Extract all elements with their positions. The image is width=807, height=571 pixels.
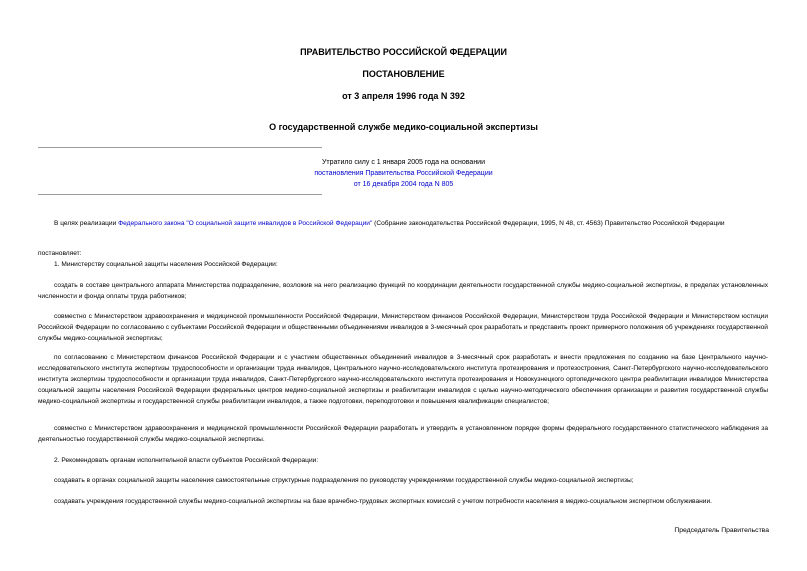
decree-word: постановляет: <box>38 250 82 257</box>
preamble-paragraph <box>38 218 768 229</box>
document-title: О государственной службе медико-социальной экспертизы <box>269 122 538 132</box>
status-note <box>300 157 507 190</box>
document-date-number: от 3 апреля 1996 года N 392 <box>342 91 465 101</box>
government-heading: ПРАВИТЕЛЬСТВО РОССИЙСКОЙ ФЕДЕРАЦИИ <box>300 47 507 57</box>
signature-title: Председатель Правительства <box>674 527 769 534</box>
item-1-clause-3: по согласованию с Министерством финансов Российской Федерации и с участием общественных объединений инвалидов в 3-месячный срок разработать и внести предложения по созданию на базе Центрального научно-исследовательского института экспертизы трудоспособности и организации труда инвалидов, Центрального научно-исследовательского института протезирования и протезостроения, Санкт-Петербургского научно-исследовательского института экспертизы трудоспособности и организации труда инвалидов, Санкт-Петербургского научно-исследовательского института протезирования и Новокузнецкого ортопедического центра реабилитации инвалидов Министерства социальной защиты населения Российской Федерации федеральных центров медико-социальной экспертизы и реабилитации инвалидов с целью научно-методического обеспечения организации и развития государственной службы медико-социальной экспертизы и государственной службы реабилитации инвалидов, а также подготовки, переподготовки и повышения квалификации специалистов; <box>38 354 768 405</box>
preamble-text-before: В целях реализации <box>54 220 119 227</box>
repeal-decree-date-link[interactable]: от 16 декабря 2004 года N 805 <box>353 181 454 188</box>
item-1-clause-1: создать в составе центрального аппарата Министерства подразделение, возложив на него реализацию функций по координации деятельности государственной службы медико-социальной экспертизы, в пределах установленных численности и фонда оплаты труда работников; <box>38 282 768 300</box>
repeal-decree-link[interactable]: постановления Правительства Российской Федерации <box>314 170 493 177</box>
item-1-heading: 1. Министерству социальной защиты населения Российской Федерации: <box>54 261 278 268</box>
item-1-clause-2: совместно с Министерством здравоохранения и медицинской промышленности Российской Федерации, Министерством финансов Российской Федерации, Министерством труда Российской Федерации и Министерством юстиции Российской Федерации по согласованию с субъектами Российской Федерации и общественными объединениями инвалидов в 3-месячный срок разработать и представить проект примерного положения об учреждениях государственной службы медико-социальной экспертизы; <box>38 313 768 342</box>
preamble-text-after: (Собрание законодательства Российской Федерации, 1995, N 48, ст. 4563) Правительство Российской Федерации <box>372 220 725 227</box>
item-1-clause-4: совместно с Министерством здравоохранения и медицинской промышленности Российской Федерации разработать и утвердить в установленном порядке формы федерального государственного статистического наблюдения за деятельностью государственной службы медико-социальной экспертизы. <box>38 425 768 443</box>
item-2-clause-1: создавать в органах социальной защиты населения самостоятельные структурные подразделения по руководству учреждениями государственной службы медико-социальной экспертизы; <box>54 477 634 484</box>
bottom-divider <box>38 194 322 195</box>
item-2-heading: 2. Рекомендовать органам исполнительной власти субъектов Российской Федерации: <box>54 457 319 464</box>
status-note-text: Утратило силу с 1 января 2005 года на основании <box>321 159 486 166</box>
document-type: ПОСТАНОВЛЕНИЕ <box>362 69 445 79</box>
federal-law-link[interactable]: Федерального закона "О социальной защите инвалидов в Российской Федерации" <box>118 220 373 227</box>
item-2-clause-2: создавать учреждения государственной службы медико-социальной экспертизы на базе врачебно-трудовых экспертных комиссий с учетом потребности населения в медико-социальном экспертном обслуживании. <box>54 498 712 505</box>
top-divider <box>38 147 322 148</box>
